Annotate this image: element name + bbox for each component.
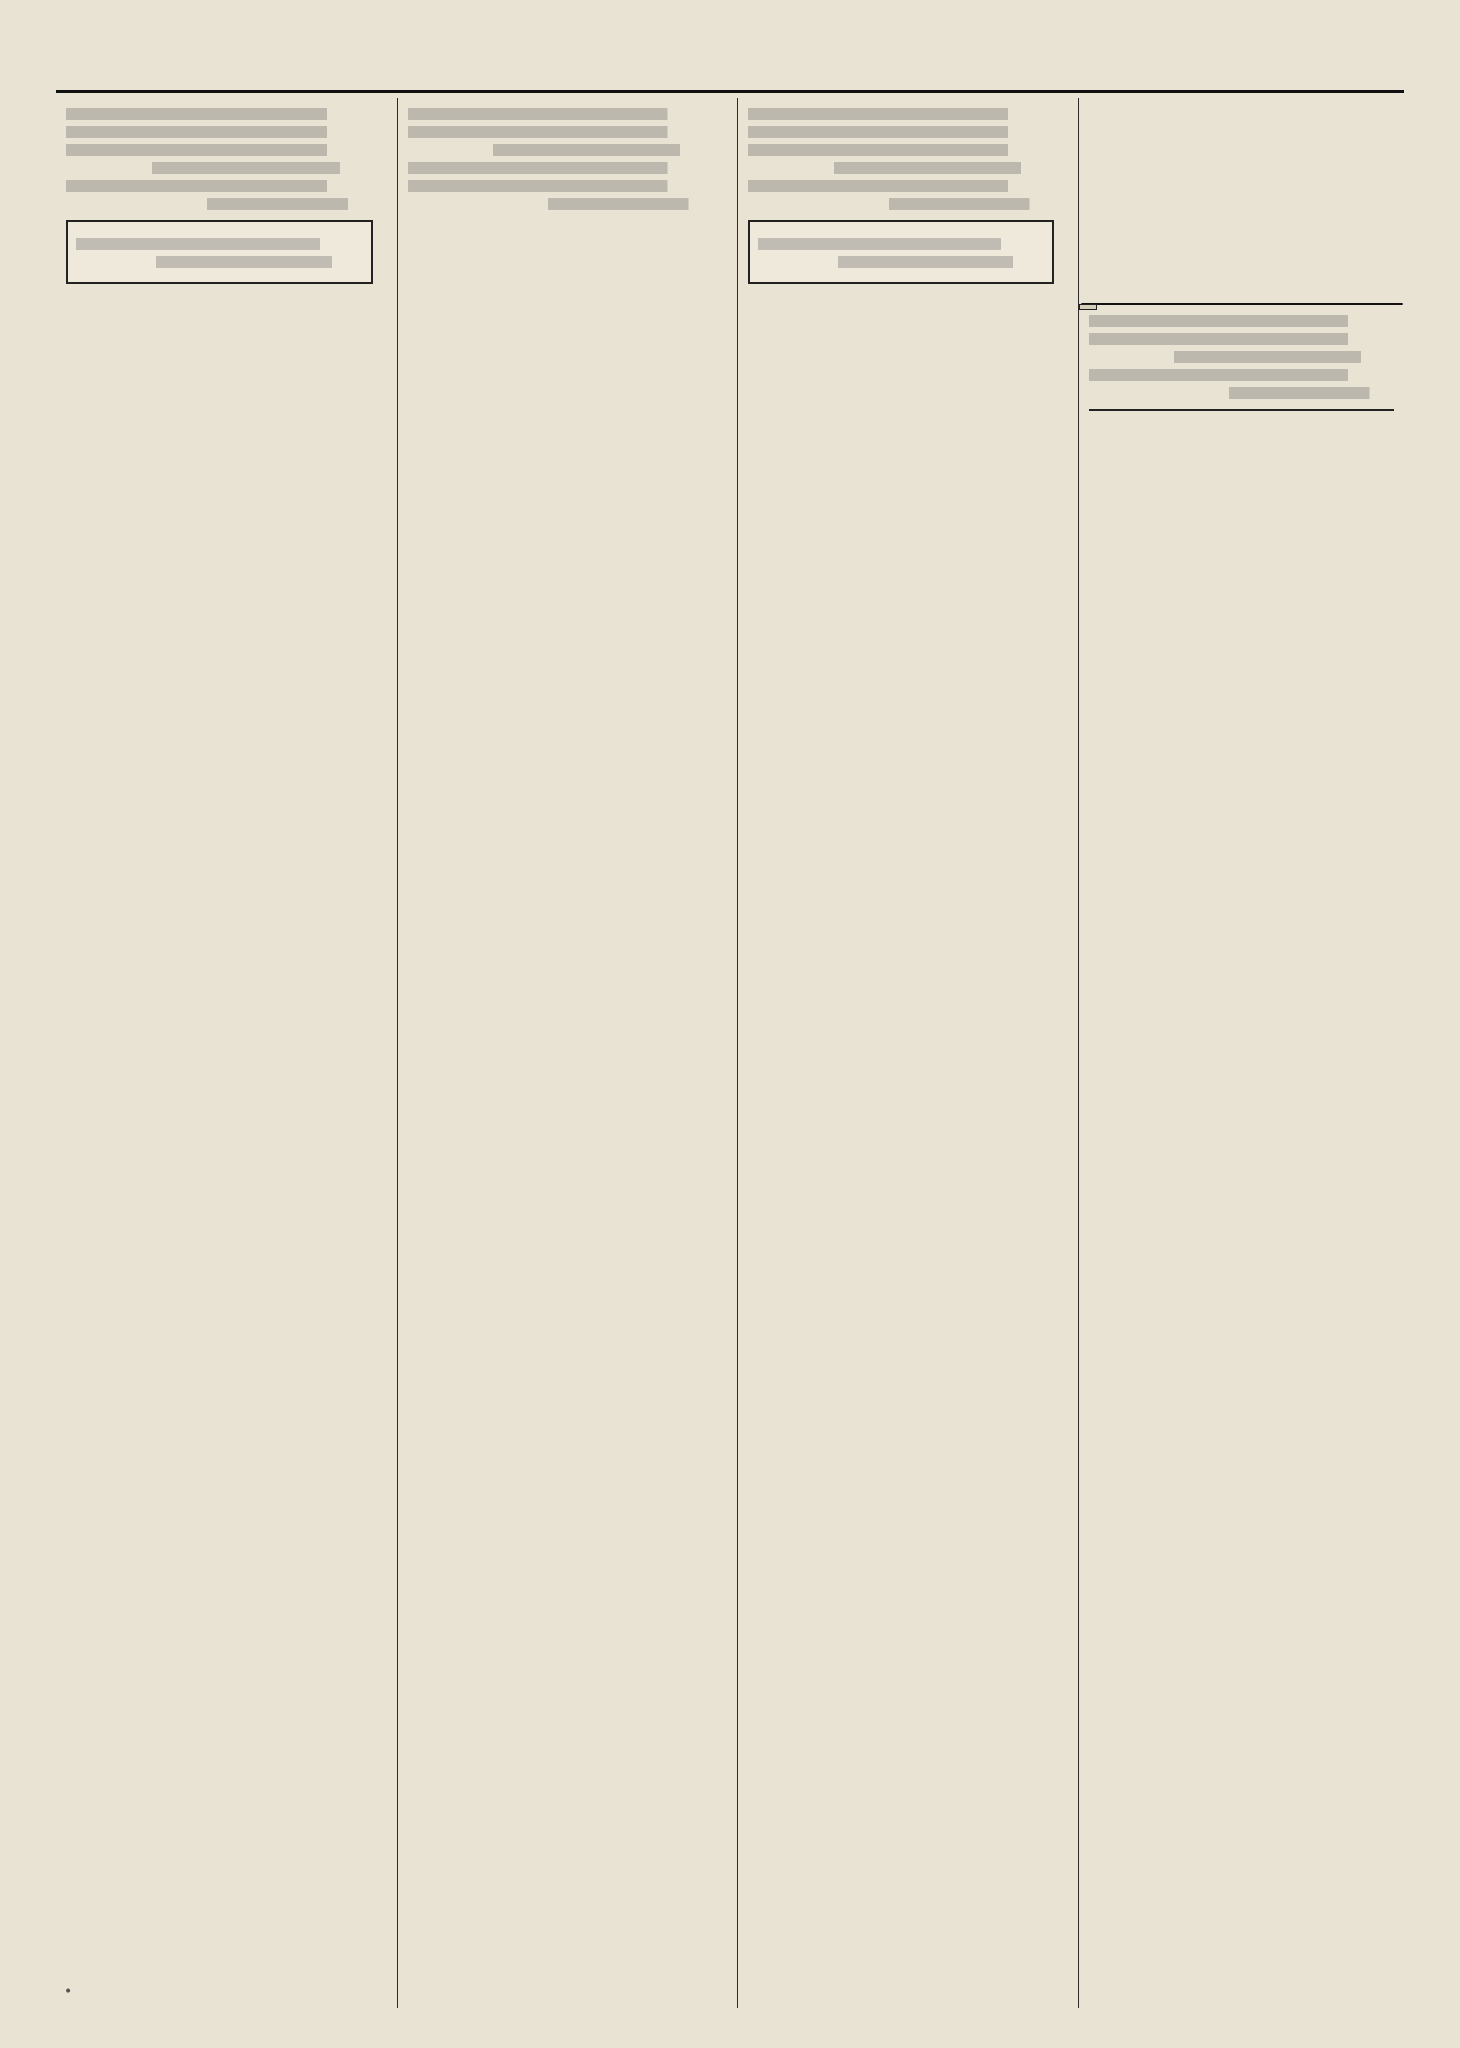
top-bar <box>56 56 1404 93</box>
boxed-item <box>748 220 1054 284</box>
column-3 <box>737 98 1064 2008</box>
section-tag <box>1079 304 1097 310</box>
columns-grid <box>56 98 1404 2008</box>
column-1 <box>56 98 383 2008</box>
article-text <box>66 108 373 210</box>
box-text <box>76 238 363 268</box>
column-4 <box>1078 98 1405 2008</box>
article-text <box>1089 315 1395 399</box>
page-mark: • <box>64 1984 73 2000</box>
masthead <box>1081 98 1402 305</box>
box-text <box>758 238 1044 268</box>
article-text <box>748 108 1054 210</box>
boxed-item <box>66 220 373 284</box>
divider <box>1089 409 1395 411</box>
column-2 <box>397 98 724 2008</box>
article-text <box>408 108 714 210</box>
